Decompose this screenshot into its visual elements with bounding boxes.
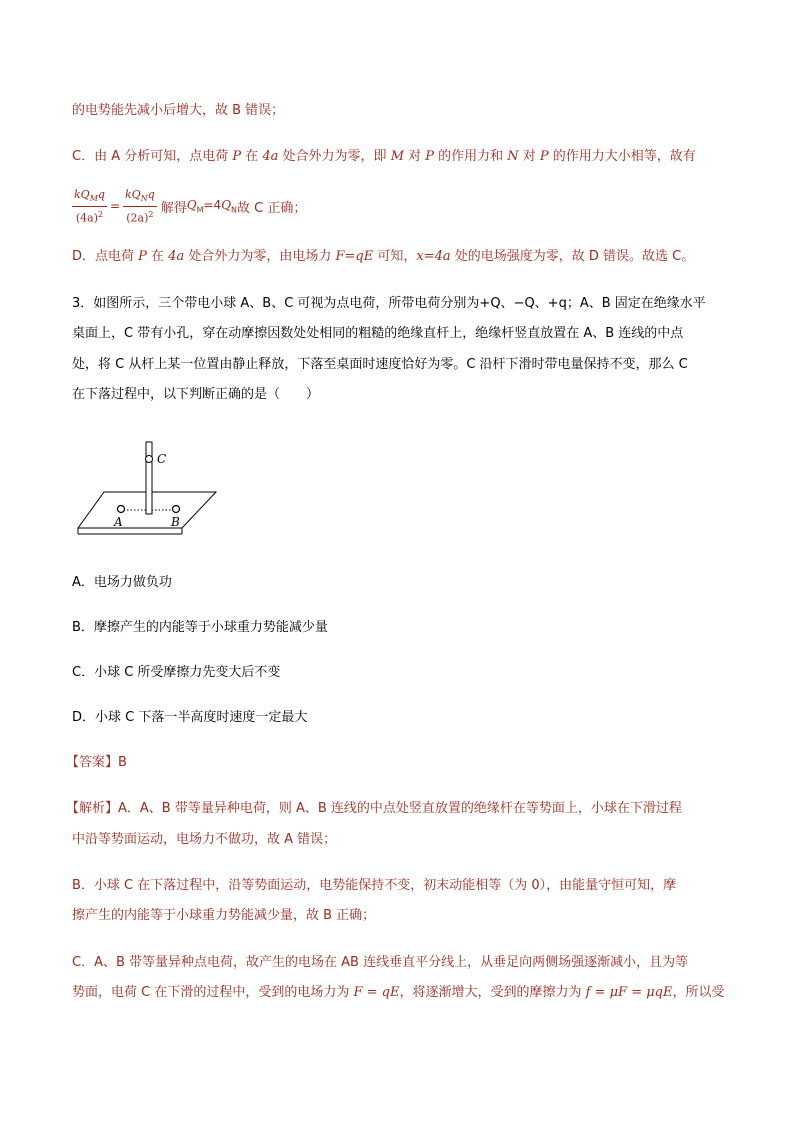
analysis-c-line-1: C．A、B 带等量异种点电荷，故产生的电场在 AB 连线垂直平分线上，从垂足向两侧场强逐渐减小，且为等	[72, 955, 689, 970]
question-3-line-1: 3．如图所示，三个带电小球 A、B、C 可视为点电荷，所带电荷分别为+Q、−Q、+q；A、B 固定在绝缘水平	[72, 296, 706, 311]
analysis-b-line-1: B．小球 C 在下落过程中，沿等势面运动，电势能保持不变，初末动能相等（为 0），由能量守恒可知，摩	[72, 878, 677, 893]
fraction-right: $\frac{kQ_Nq}{(2a)^2}$	[125, 187, 155, 225]
formula-line: $\frac{kQ_Mq}{(4a)^2}$ = $\frac{kQ_Nq}{(2a)^2}$ 解得 $Q_M=4Q_N$ 故 C 正确；	[74, 187, 307, 225]
fraction-left: $\frac{kQ_Mq}{(4a)^2}$	[74, 187, 105, 225]
analysis-c-line-2: 势面，电荷 C 在下滑的过程中，受到的电场力为 F = qE，将逐渐增大，受到的摩擦力为 f = μF = μqE，所以受	[72, 985, 725, 1000]
analysis-b-line-2: 擦产生的内能等于小球重力势能减少量，故 B 正确；	[72, 908, 376, 923]
charges-rod-figure	[72, 432, 222, 542]
option-a: A．电场力做负功	[72, 575, 172, 590]
text-line-d: D．点电荷 P 在 4a 处合外力为零，由电场力 F=qE 可知，x=4a 处的电场强度为零，故 D 错误。故选 C。	[72, 249, 695, 264]
text-line-1: 的电势能先减小后增大，故 B 错误；	[72, 103, 285, 118]
analysis-line-1: 【解析】A．A、B 带等量异种电荷，则 A、B 连线的中点处竖直放置的绝缘杆在等势面上，小球在下滑过程	[66, 801, 682, 816]
answer-line: 【答案】B	[66, 755, 127, 770]
label-b: B	[171, 515, 180, 529]
label-a: A	[114, 515, 123, 529]
ball-c	[146, 456, 153, 463]
option-d: D．小球 C 下落一半高度时速度一定最大	[72, 710, 308, 725]
label-c: C	[157, 452, 167, 466]
question-3-line-3: 处，将 C 从杆上某一位置由静止释放，下落至桌面时速度恰好为零。C 沿杆下滑时带电量保持不变，那么 C	[72, 357, 688, 372]
question-3-line-2: 桌面上，C 带有小孔，穿在动摩擦因数处处相同的粗糙的绝缘直杆上，绝缘杆竖直放置在 A、B 连线的中点	[72, 326, 684, 341]
ball-b	[173, 506, 180, 513]
insulating-rod	[146, 442, 152, 514]
ball-a	[118, 506, 125, 513]
option-c: C．小球 C 所受摩擦力先变大后不变	[72, 665, 281, 680]
question-3-line-4: 在下落过程中，以下判断正确的是（ ）	[72, 387, 320, 402]
text-line-2: C．由 A 分析可知，点电荷 P 在 4a 处合外力为零，即 M 对 P 的作用力和 N 对 P 的作用力大小相等，故有	[72, 149, 696, 164]
option-b: B．摩擦产生的内能等于小球重力势能减少量	[72, 620, 328, 635]
analysis-line-2: 中沿等势面运动，电场力不做功，故 A 错误；	[72, 832, 337, 847]
